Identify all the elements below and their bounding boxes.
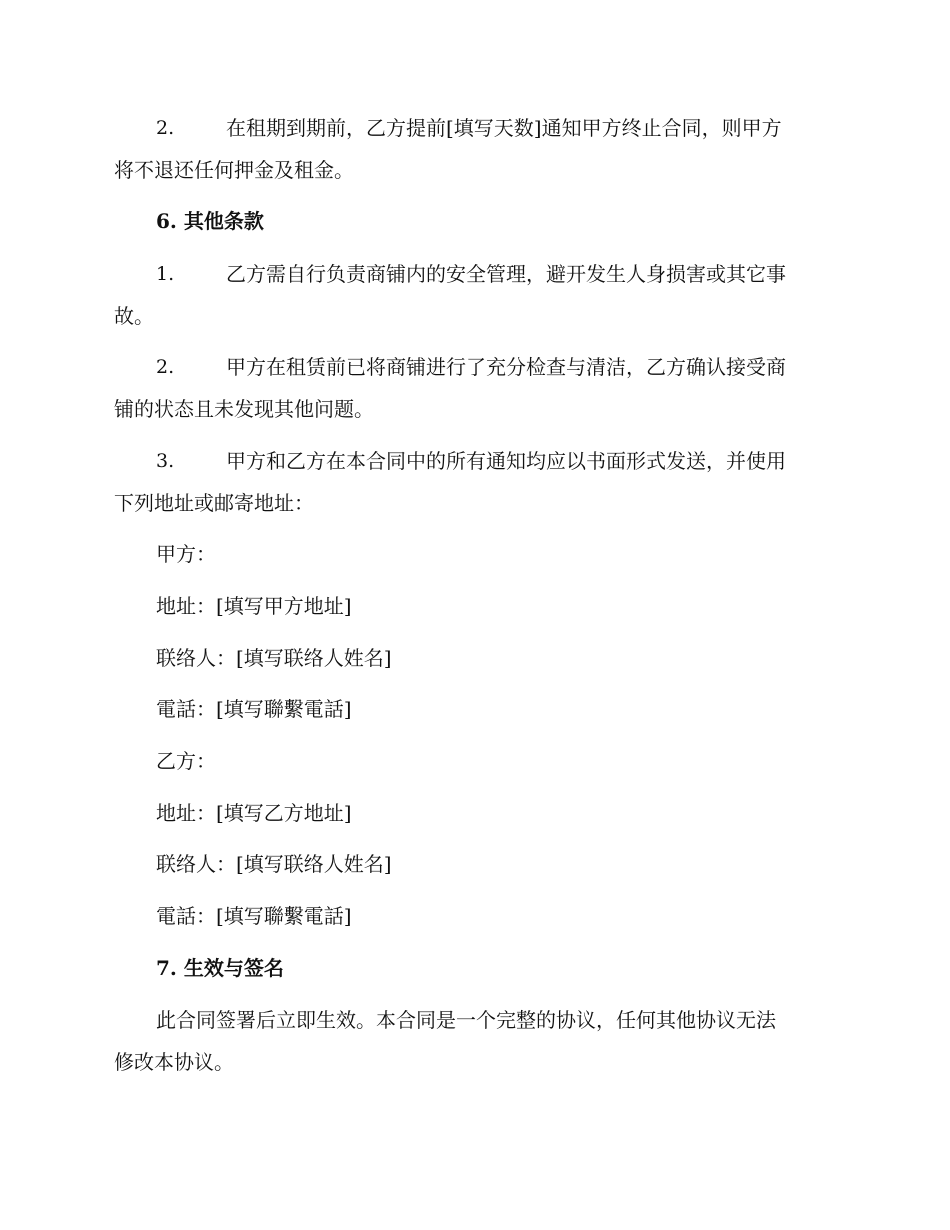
party-b-address: 地址：[填写乙方地址] (156, 801, 352, 825)
clause-text-line: 故。 (114, 304, 154, 328)
paragraph-line: 修改本协议。 (114, 1050, 234, 1074)
party-b-label: 乙方： (156, 749, 216, 773)
paragraph-line: 此合同签署后立即生效。本合同是一个完整的协议，任何其他协议无法 (156, 1008, 776, 1032)
clause-number: 1. (156, 263, 175, 285)
party-a-contact: 联络人：[填写联络人姓名] (156, 646, 392, 670)
clause-text-line: 下列地址或邮寄地址： (114, 491, 314, 515)
section-heading: 7. 生效与签名 (156, 956, 284, 980)
party-a-phone: 電話：[填写聯繫電話] (156, 697, 352, 721)
party-a-address: 地址：[填写甲方地址] (156, 594, 352, 618)
clause-text-line: 将不退还任何押金及租金。 (114, 158, 354, 182)
clause-text-line: 甲方和乙方在本合同中的所有通知均应以书面形式发送，并使用 (226, 449, 786, 473)
party-b-phone: 電話：[填写聯繫電話] (156, 904, 352, 928)
section-heading: 6. 其他条款 (156, 209, 264, 233)
party-b-contact: 联络人：[填写联络人姓名] (156, 852, 392, 876)
clause-text-line: 甲方在租赁前已将商铺进行了充分检查与清洁，乙方确认接受商 (226, 355, 786, 379)
clause-number: 2. (156, 356, 175, 378)
clause-text-line: 铺的状态且未发现其他问题。 (114, 397, 374, 421)
party-a-label: 甲方： (156, 542, 216, 566)
clause-number: 2. (156, 117, 175, 139)
clause-text-line: 在租期到期前，乙方提前[填写天数]通知甲方终止合同，则甲方 (226, 116, 782, 140)
clause-text-line: 乙方需自行负责商铺内的安全管理，避开发生人身损害或其它事 (226, 262, 786, 286)
clause-number: 3. (156, 450, 175, 472)
